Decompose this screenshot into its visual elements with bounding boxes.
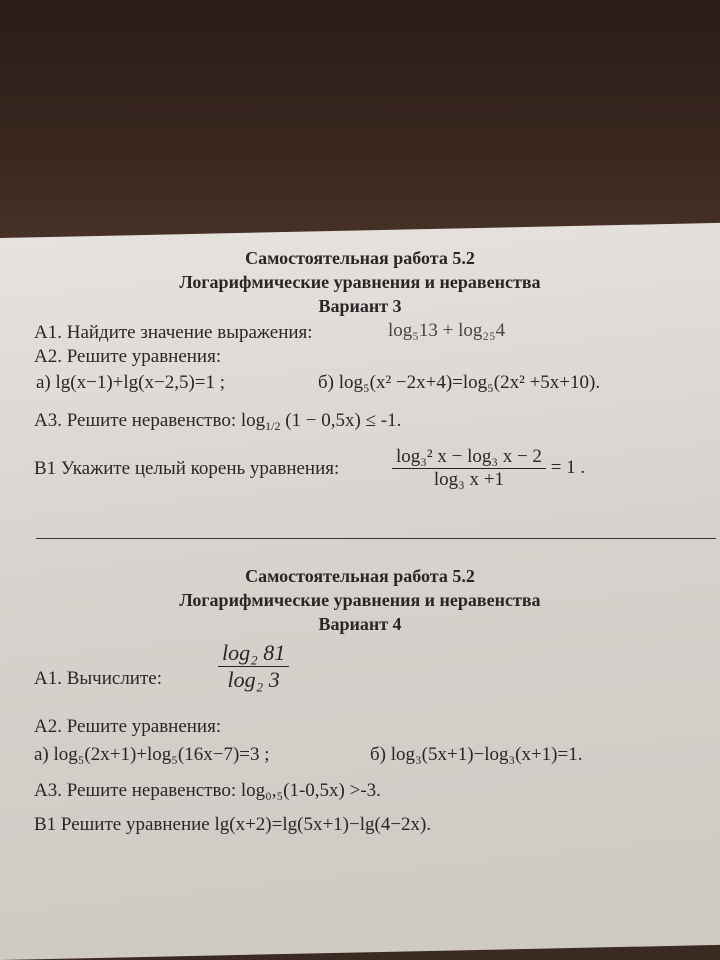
v4-a1-label: А1. Вычислите:	[34, 668, 162, 689]
fraction-numerator: log₂ 81	[218, 640, 289, 667]
v3-a3-rest: (1 − 0,5x) ≤ -1.	[280, 410, 402, 431]
v3-a1-expression: log₅13 + log₂₅4	[388, 320, 506, 341]
v3-a2-label: А2. Решите уравнения:	[34, 346, 222, 367]
v4-a3: А3. Решите неравенство: log₀,₅(1-0,5x) >-3.	[34, 780, 381, 801]
v4-a2-equation-a: а) log₅(2x+1)+log₅(16x−7)=3 ;	[34, 744, 270, 765]
v3-a1-label: А1. Найдите значение выражения:	[34, 322, 313, 343]
v3-a2-equation-a: а) lg(x−1)+lg(x−2,5)=1 ;	[36, 372, 226, 393]
fraction-denominator: log₂ 3	[227, 667, 280, 692]
v4-a1-fraction	[218, 640, 289, 693]
fraction-numerator: log₃² x − log₃ x − 2	[392, 446, 546, 469]
v3-a3-text: А3. Решите неравенство: log	[34, 410, 266, 431]
v3-title: Самостоятельная работа 5.2	[245, 248, 475, 268]
v3-a2-equation-b: б) log₅(x² −2x+4)=log₅(2x² +5x+10).	[318, 372, 601, 393]
v4-subtitle: Логарифмические уравнения и неравенства	[179, 590, 541, 610]
v3-subtitle: Логарифмические уравнения и неравенства	[179, 272, 541, 292]
v4-title: Самостоятельная работа 5.2	[245, 566, 475, 586]
v3-a3	[34, 410, 401, 434]
section-divider	[36, 538, 716, 539]
v4-variant: Вариант 4	[318, 614, 402, 634]
v3-b1-label: В1 Укажите целый корень уравнения:	[34, 458, 340, 479]
background-surface	[0, 0, 720, 260]
v3-b1-rhs: = 1 .	[550, 456, 586, 478]
v3-b1-fraction	[392, 446, 585, 491]
fraction	[218, 640, 289, 693]
v4-a2-equation-b: б) log₃(5x+1)−log₃(x+1)=1.	[370, 744, 583, 765]
v4-a2-label: А2. Решите уравнения:	[34, 716, 222, 737]
v3-variant: Вариант 3	[318, 296, 402, 316]
v4-b1: В1 Решите уравнение lg(x+2)=lg(5x+1)−lg(4−2x).	[34, 814, 432, 835]
fraction	[392, 446, 546, 491]
fraction-denominator: log₃ x +1	[433, 469, 505, 490]
v3-a3-base: 1/2	[265, 419, 281, 433]
